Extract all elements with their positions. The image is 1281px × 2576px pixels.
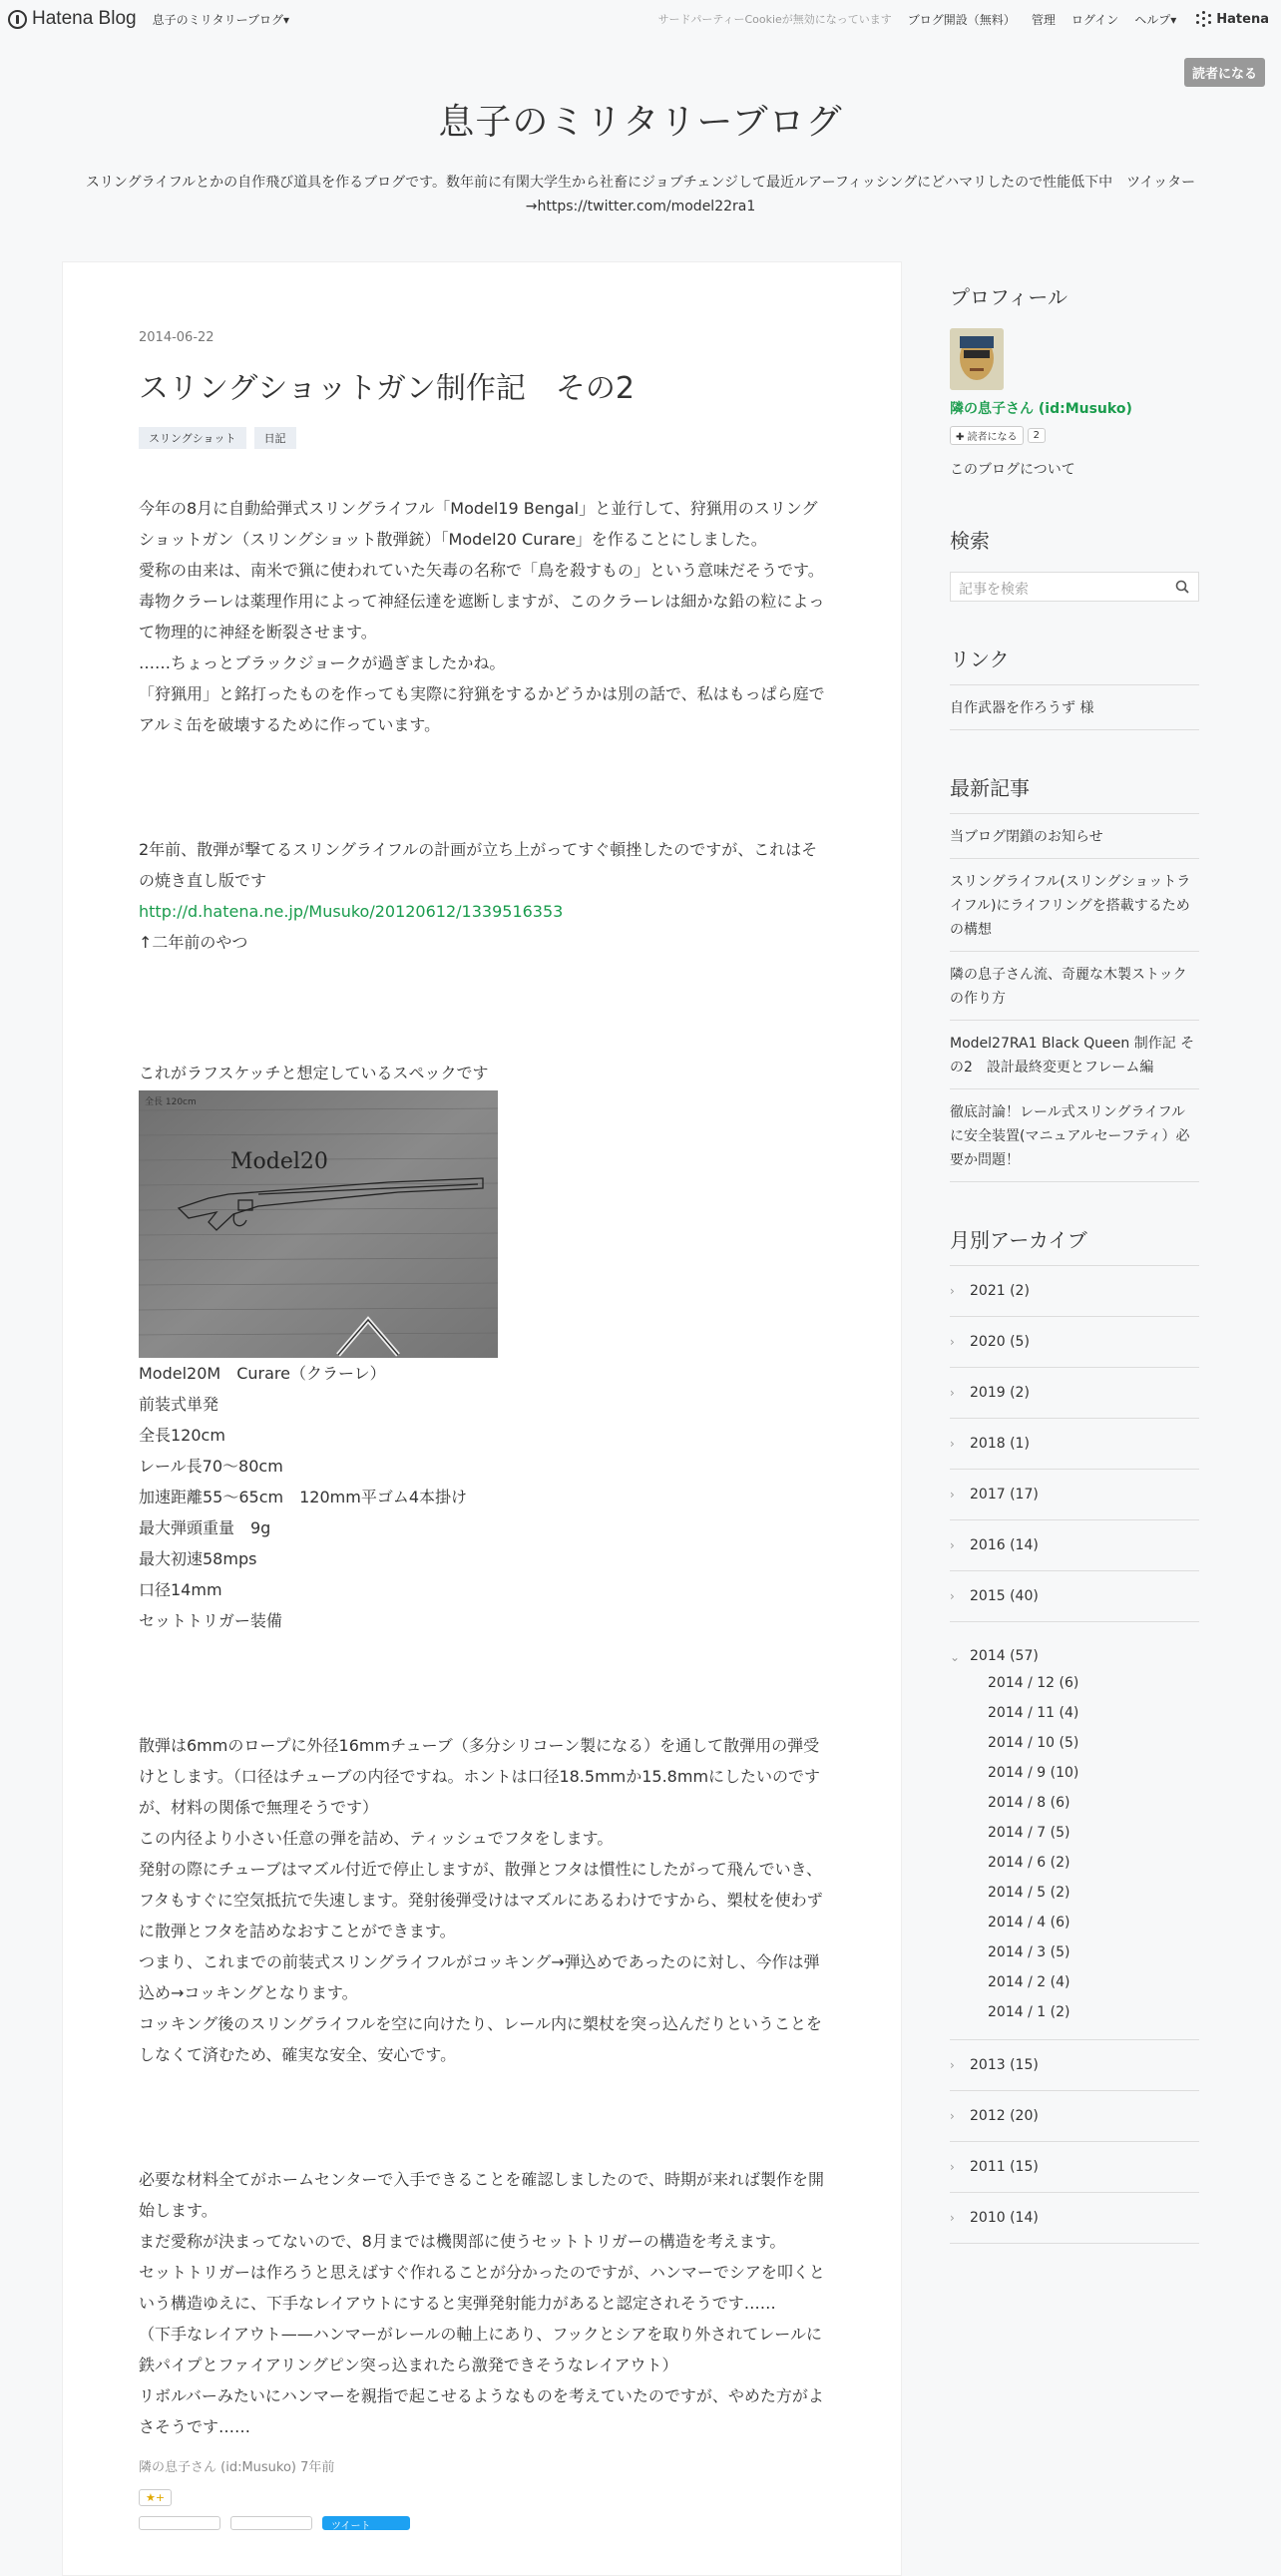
- body-text: 愛称の由来は、南米で猟に使われていた矢毒の名称で「鳥を殺すもの」という意味だそうです。: [139, 561, 824, 580]
- sketch-caption: これがラフスケッチと想定しているスペックです: [139, 1064, 489, 1082]
- archive-month[interactable]: 2014 / 6 (2): [988, 1855, 1070, 1871]
- old-post-link[interactable]: http://d.hatena.ne.jp/Musuko/20120612/1339516353: [139, 902, 564, 921]
- spec-line: レール長70〜80cm: [139, 1457, 283, 1476]
- open-blog-link[interactable]: ブログ開設（無料）: [907, 12, 1016, 27]
- archive-month[interactable]: 2014 / 4 (6): [988, 1915, 1070, 1931]
- archive-month[interactable]: 2014 / 7 (5): [988, 1825, 1070, 1841]
- sidebar: [950, 261, 1199, 2244]
- blog-header: [0, 38, 1281, 218]
- profile-module: [950, 261, 1199, 479]
- blog-name-menu[interactable]: [153, 11, 289, 28]
- spacer: [139, 2070, 827, 2164]
- archive-month[interactable]: 2014 / 12 (6): [988, 1675, 1079, 1691]
- archive-year[interactable]: [950, 1368, 1199, 1419]
- chevron-right-icon: ›: [950, 2058, 955, 2072]
- subscriber-count[interactable]: 2: [1028, 428, 1046, 443]
- spacer: [139, 1636, 827, 1730]
- search-placeholder: 記事を検索: [959, 582, 1029, 598]
- entry: [63, 262, 901, 2530]
- subscribe-button[interactable]: 読者になる: [1184, 58, 1265, 87]
- body-text: 今年の8月に自動給弾式スリングライフル「Model19 Bengal」と並行して、狩猟用のスリングショットガン（スリングショット散弾銃）「Model20 Curare」を作ることにしました。: [139, 499, 818, 549]
- hatena-blog-logo[interactable]: [8, 8, 137, 30]
- chevron-right-icon: ›: [950, 1538, 955, 1552]
- body-text: リボルバーみたいにハンマーを親指で起こせるようなものを考えていたのですが、やめた方がよさそうです……: [139, 2386, 824, 2436]
- search-title: 検索: [950, 529, 990, 553]
- body-text: （下手なレイアウト——ハンマーがレールの軸上にあり、フックとシアを取り外されてレールに鉄パイプとファイアリングピン突っ込まれたら激発できそうなレイアウト）: [139, 2325, 822, 2374]
- sketch-corner-note: 全長 120cm: [145, 1097, 197, 1107]
- hatena-dots-icon: [1196, 11, 1212, 27]
- global-header-right: [658, 0, 1269, 38]
- archive-month[interactable]: 2014 / 3 (5): [988, 1944, 1070, 1960]
- recent-item[interactable]: 当ブログ閉鎖のお知らせ: [950, 814, 1199, 859]
- body-text: コッキング後のスリングライフルを空に向けたり、レール内に槊杖を突っ込んだりということをしなくて済むため、確実な安全、安心です。: [139, 2014, 822, 2064]
- archive-year[interactable]: [950, 1520, 1199, 1571]
- help-menu[interactable]: [1134, 11, 1176, 28]
- spec-line: 全長120cm: [139, 1426, 225, 1445]
- hatena-brand-label: Hatena: [1216, 11, 1269, 27]
- help-menu-label: ヘルプ: [1134, 12, 1171, 27]
- spec-line: セットトリガー装備: [139, 1611, 282, 1630]
- archive-month[interactable]: 2014 / 11 (4): [988, 1705, 1079, 1721]
- archive-year-label: 2010 (14): [970, 2210, 1039, 2226]
- archive-year[interactable]: [950, 1622, 1199, 1668]
- archive-year[interactable]: [950, 2040, 1199, 2091]
- sketch-label: Model20: [230, 1149, 328, 1174]
- body-text: セットトリガーは作ろうと思えばすぐ作れることが分かったのですが、ハンマーでシアを叩くという構造ゆえに、下手なレイアウトにすると実弾発射能力があると認定されそうです……: [139, 2263, 825, 2313]
- archive-month[interactable]: 2014 / 2 (4): [988, 1974, 1070, 1990]
- share-button[interactable]: [139, 2516, 220, 2530]
- links-module: [950, 644, 1199, 730]
- spec-line: 口径14mm: [139, 1580, 222, 1599]
- archive-year-label: 2011 (15): [970, 2159, 1039, 2175]
- archive-year-open: [950, 1622, 1199, 2040]
- body-text: 「狩猟用」と銘打ったものを作っても実際に狩猟をするかどうかは別の話で、私はもっぱら庭でアルミ缶を破壊するために作っています。: [139, 684, 825, 734]
- entry-title[interactable]: スリングショットガン制作記 その2: [139, 371, 635, 406]
- profile-subscribe-button[interactable]: [950, 426, 1024, 445]
- search-input[interactable]: [950, 572, 1199, 602]
- body-text: つまり、これまでの前装式スリングライフルがコッキング→弾込めであったのに対し、今作は弾込め→コッキングとなります。: [139, 1952, 820, 2002]
- profile-subscribe-label: 読者になる: [967, 432, 1018, 443]
- chevron-right-icon: ›: [950, 1437, 955, 1451]
- archive-year[interactable]: [950, 2142, 1199, 2193]
- archive-year-label: 2012 (20): [970, 2108, 1039, 2124]
- archive-year-label: 2014 (57): [970, 1648, 1039, 1664]
- caret-down-icon: ▾: [282, 12, 290, 27]
- links-title: リンク: [950, 647, 1010, 671]
- chevron-down-icon: ⌄: [950, 1650, 961, 1664]
- spec-line: 最大弾頭重量 9g: [139, 1518, 271, 1537]
- chevron-right-icon: ›: [950, 1589, 955, 1603]
- archive-year-label: 2021 (2): [970, 1283, 1030, 1299]
- archive-month[interactable]: 2014 / 9 (10): [988, 1765, 1079, 1781]
- chevron-right-icon: ›: [950, 2109, 955, 2123]
- archive-title: 月別アーカイブ: [950, 1228, 1087, 1252]
- search-module: [950, 525, 1199, 602]
- archive-month[interactable]: 2014 / 8 (6): [988, 1795, 1070, 1811]
- spec-line: 最大初速58mps: [139, 1549, 257, 1568]
- chevron-right-icon: ›: [950, 2211, 955, 2225]
- archive-month[interactable]: 2014 / 1 (2): [988, 2004, 1070, 2020]
- hatena-menu[interactable]: [1196, 11, 1269, 27]
- archive-module: [950, 1224, 1199, 2244]
- archive-year[interactable]: [950, 2193, 1199, 2244]
- profile-avatar[interactable]: [950, 328, 1004, 390]
- category-tag[interactable]: スリングショット: [139, 427, 246, 449]
- recent-item[interactable]: 隣の息子さん流、奇麗な木製ストックの作り方: [950, 952, 1199, 1021]
- archive-year[interactable]: [950, 1266, 1199, 1317]
- chevron-right-icon: ›: [950, 1386, 955, 1400]
- body-text: ……ちょっとブラックジョークが過ぎましたかね。: [139, 653, 506, 672]
- profile-name[interactable]: 隣の息子さん (id:Musuko): [950, 401, 1132, 417]
- share-button[interactable]: [230, 2516, 312, 2530]
- spec-line: 前装式単発: [139, 1395, 219, 1414]
- blog-title[interactable]: 息子のミリタリーブログ: [438, 102, 843, 143]
- hatena-blog-logo-text: Hatena Blog: [32, 8, 137, 29]
- spacer: [139, 740, 827, 834]
- spacer: [139, 958, 827, 1058]
- main-content: [62, 261, 902, 2576]
- subscribe-row: [950, 426, 1199, 445]
- archive-year-label: 2016 (14): [970, 1537, 1039, 1553]
- cookie-notice: サードパーティーCookieが無効になっています: [657, 13, 892, 26]
- caret-down-icon: ▾: [1170, 12, 1177, 27]
- body-text: 発射の際にチューブはマズル付近で停止しますが、散弾とフタは慣性にしたがって飛んでいき、フタもすぐに空気抵抗で失速します。発射後弾受けはマズルにあるわけですから、槊杖を使わずに散弾とフタを詰めなおすことができます。: [139, 1860, 823, 1940]
- archive-year[interactable]: [950, 1470, 1199, 1520]
- archive-year-label: 2020 (5): [970, 1334, 1030, 1350]
- hatena-blog-logo-icon: [8, 10, 27, 29]
- chevron-right-icon: ›: [950, 1335, 955, 1349]
- tweet-button[interactable]: ツイート: [322, 2516, 410, 2530]
- archive-year[interactable]: [950, 1317, 1199, 1368]
- global-header-left: [8, 0, 289, 38]
- avatar-image: [950, 328, 1004, 390]
- about-blog-link[interactable]: このブログについて: [950, 462, 1075, 478]
- body-text: 散弾は6mmのロープに外径16mmチューブ（多分シリコーン製になる）を通して散弾用の弾受けとします。（口径はチューブの内径ですね。ホントは口径18.5mmか15.8mmにしたいのですが、材料の関係で無理そうです）: [139, 1736, 821, 1817]
- body-text: 2年前、散弾が撃てるスリングライフルの計画が立ち上がってすぐ頓挫したのですが、これはその焼き直し版です: [139, 840, 818, 890]
- archive-month[interactable]: 2014 / 10 (5): [988, 1735, 1079, 1751]
- blog-name-menu-label: 息子のミリタリーブログ: [152, 12, 283, 27]
- body-text: まだ愛称が決まってないので、8月までは機関部に使うセットトリガーの構造を考えます。: [139, 2232, 786, 2251]
- login-link[interactable]: ログイン: [1070, 12, 1119, 27]
- body-text: 必要な材料全てがホームセンターで入手できることを確認しましたので、時期が来れば製作を開始します。: [139, 2170, 825, 2220]
- link-item[interactable]: 自作武器を作ろうず 様: [950, 685, 1199, 730]
- chevron-right-icon: ›: [950, 2160, 955, 2174]
- archive-year-label: 2013 (15): [970, 2057, 1039, 2073]
- blog-description: スリングライフルとかの自作飛び道具を作るブログです。数年前に有閑大学生から社畜にジョブチェンジして最近ルアーフィッシングにどハマリしたので性能低下中 ツイッター→https://twitter.com/model22ra1: [85, 175, 1196, 215]
- archive-year-label: 2019 (2): [970, 1385, 1030, 1401]
- search-icon[interactable]: [1175, 580, 1189, 594]
- recent-module: [950, 772, 1199, 1182]
- share-buttons: [139, 2516, 825, 2530]
- recent-item[interactable]: スリングライフル(スリングショットライフル)にライフリングを搭載するための構想: [950, 859, 1199, 952]
- entry-date[interactable]: 2014-06-22: [139, 330, 214, 345]
- body-text: この内径より小さい任意の弾を詰め、ティッシュでフタをします。: [139, 1829, 614, 1848]
- entry-author-meta[interactable]: 隣の息子さん (id:Musuko) 7年前: [139, 2460, 335, 2475]
- archive-year[interactable]: [950, 2091, 1199, 2142]
- spec-line: Model20M Curare（クラーレ）: [139, 1364, 386, 1383]
- profile-title: プロフィール: [950, 285, 1068, 309]
- archive-year-label: 2018 (1): [970, 1436, 1030, 1452]
- entry-categories: [139, 427, 825, 449]
- chevron-right-icon: ›: [950, 1488, 955, 1502]
- spec-line: 加速距離55〜65cm 120mm平ゴム4本掛け: [139, 1488, 467, 1506]
- archive-year[interactable]: [950, 1571, 1199, 1622]
- sketch-drawing: [139, 1090, 498, 1358]
- recent-item[interactable]: 徹底討論！レール式スリングライフルに安全装置(マニュアルセーフティ）必要か問題！: [950, 1089, 1199, 1182]
- entry-body: [139, 493, 827, 2442]
- archive-year-label: 2017 (17): [970, 1487, 1039, 1503]
- archive-month[interactable]: 2014 / 5 (2): [988, 1885, 1070, 1901]
- body-text: 毒物クラーレは薬理作用によって神経伝達を遮断しますが、このクラーレは細かな鉛の粒によって物理的に神経を断裂させます。: [139, 592, 825, 642]
- category-tag[interactable]: 日記: [254, 427, 296, 449]
- recent-title: 最新記事: [950, 776, 1030, 800]
- recent-item[interactable]: Model27RA1 Black Queen 制作記 その2 設計最終変更とフレーム編: [950, 1021, 1199, 1089]
- add-star-button[interactable]: ★+: [139, 2489, 172, 2506]
- plus-icon: ✚: [956, 432, 968, 443]
- chevron-right-icon: ›: [950, 1284, 955, 1298]
- archive-year-label: 2015 (40): [970, 1588, 1039, 1604]
- global-header: [0, 0, 1281, 38]
- rough-sketch-image[interactable]: [139, 1090, 498, 1358]
- archive-year[interactable]: [950, 1419, 1199, 1470]
- body-text: ↑二年前のやつ: [139, 933, 248, 952]
- admin-link[interactable]: 管理: [1031, 12, 1056, 27]
